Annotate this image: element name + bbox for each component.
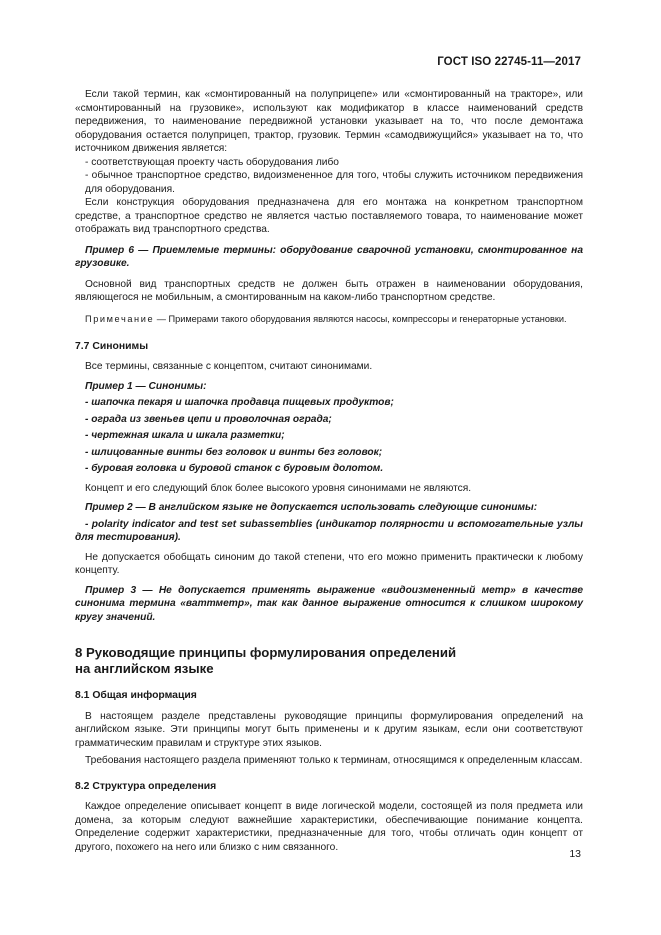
example-2-item: - polarity indicator and test set subassemblies (индикатор полярности и вспомогательные узлы для тестирования).: [75, 518, 583, 543]
paragraph: Каждое определение описывает концепт в виде логической модели, состоящей из поля предмета или домена, за которым следуют важнейшие характеристики, обеспечивающие понимание концепта. Определение содержит характеристики, предназначенные для того, чтобы отличать один концепт от другого, похожего на него или близко с ним связанного.: [75, 801, 583, 853]
list-item: - соответствующая проекту часть оборудования либо: [85, 156, 339, 168]
example-1: Пример 1 — Синонимы:: [85, 380, 207, 392]
section-heading-8-2: 8.2 Структура определения: [75, 780, 217, 792]
paragraph: Все термины, связанные с концептом, считают синонимами.: [85, 361, 373, 372]
note-label: Примечание: [85, 313, 155, 324]
paragraph: Если такой термин, как «смонтированный на полуприцепе» или «смонтированный на тракторе», или «смонтированный на грузовике», используют как модификатор в классе наименований средств передвижения, то наименование передвижной установки указывает на то, что после демонтажа оборудования остается полуприцеп, трактор, грузовик. Термин «самодвижущийся» указывает на то, что источником движения является:: [75, 89, 583, 154]
example-3: Пример 3 — Не допускается применять выражение «видоизмененный метр» в качестве синонима термина «ваттметр», так как данное выражение относится к слишком широкому кругу значений.: [75, 584, 583, 623]
page-number: 13: [569, 848, 581, 860]
note-text: — Примерами такого оборудования являются насосы, компрессоры и генераторные установки.: [154, 313, 567, 324]
paragraph: Концепт и его следующий блок более высокого уровня синонимами не являются.: [85, 482, 472, 494]
paragraph: Не допускается обобщать синоним до такой степени, что его можно применить практически к любому концепту.: [75, 551, 583, 576]
paragraph: Если конструкция оборудования предназначена для его монтажа на конкретном транспортном средстве, а транспортное средство не является частью поставляемого товара, то наименование может отображать вид транспортного средства.: [75, 197, 583, 235]
section-heading-8-line2: на английском языке: [75, 661, 214, 676]
synonym-item: - шапочка пекаря и шапочка продавца пищевых продуктов;: [85, 397, 394, 408]
paragraph: В настоящем разделе представлены руководящие принципы формулирования определений на английском языке. Эти принципы могут быть применены и к другим языкам, если они соответствуют грамматическим правилам и структуре этих языков.: [75, 710, 583, 749]
document-id: ГОСТ ISO 22745-11—2017: [437, 56, 581, 68]
note: [75, 313, 583, 325]
section-heading-7-7: 7.7 Синонимы: [75, 340, 149, 352]
synonym-item: - шлицованные винты без головок и винты без головок;: [85, 446, 383, 458]
section-heading-8: [75, 645, 583, 677]
example-6: Пример 6 — Приемлемые термины: оборудование сварочной установки, смонтированное на грузовике.: [75, 244, 583, 269]
synonym-item: - чертежная шкала и шкала разметки;: [85, 430, 285, 441]
section-heading-8-line1: 8 Руководящие принципы формулирования определений: [75, 645, 457, 660]
list-item: - обычное транспортное средство, видоизмененное для того, чтобы служить источником передвижения для оборудования.: [85, 170, 583, 195]
page-body: [75, 88, 583, 854]
paragraph: Требования настоящего раздела применяют только к терминам, относящимся к определенным классам.: [85, 755, 583, 766]
example-2: Пример 2 — В английском языке не допускается использовать следующие синонимы:: [85, 502, 538, 513]
paragraph: Основной вид транспортных средств не должен быть отражен в наименовании оборудования, являющегося не мобильным, а смонтированным на каком-либо транспортном средстве.: [75, 278, 583, 303]
synonym-item: - ограда из звеньев цепи и проволочная ограда;: [85, 413, 332, 425]
synonym-item: - буровая головка и буровой станок с буровым долотом.: [85, 463, 384, 474]
section-heading-8-1: 8.1 Общая информация: [75, 690, 197, 701]
